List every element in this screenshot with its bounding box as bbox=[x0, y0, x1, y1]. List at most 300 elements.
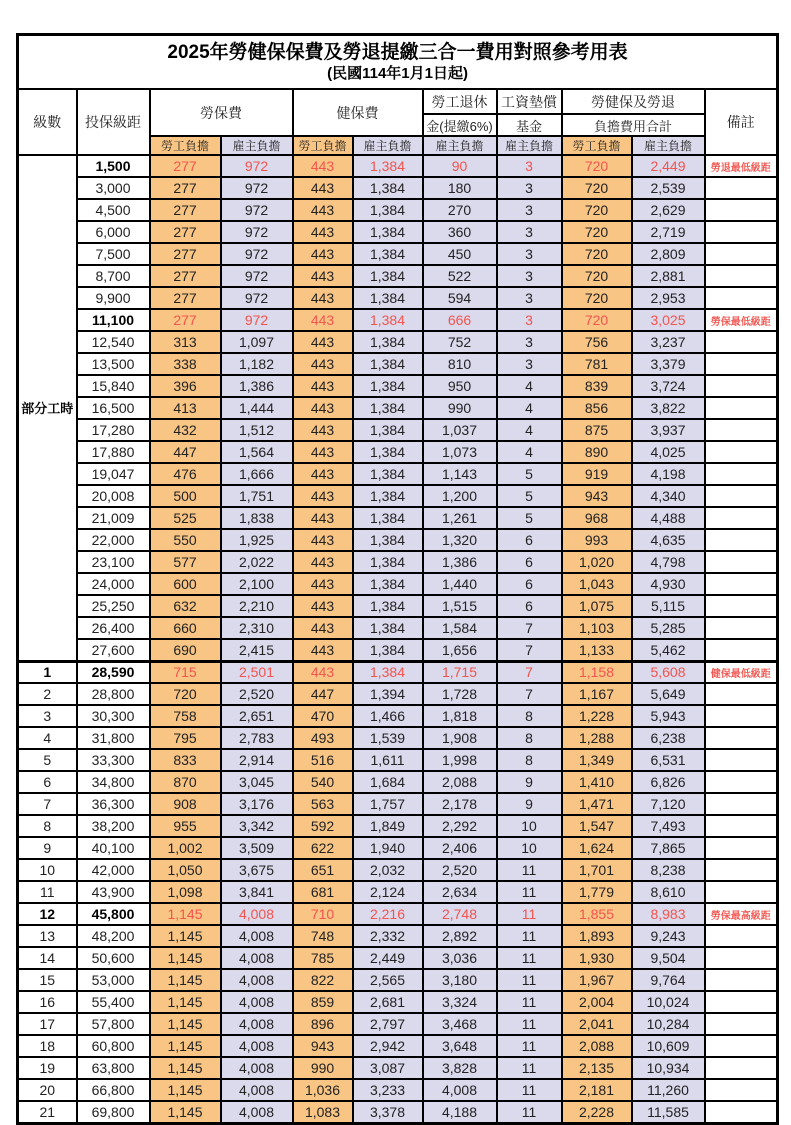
fee-cell: 1,036 bbox=[293, 1079, 353, 1101]
note-cell bbox=[705, 221, 778, 243]
fee-cell: 9,764 bbox=[632, 969, 705, 991]
fee-cell: 180 bbox=[423, 177, 497, 199]
table-row bbox=[18, 199, 778, 221]
table-row bbox=[18, 573, 778, 595]
fee-cell: 2,520 bbox=[221, 683, 293, 705]
fee-cell: 1,940 bbox=[353, 837, 423, 859]
fee-cell: 720 bbox=[562, 287, 632, 309]
bracket-cell: 24,000 bbox=[77, 573, 150, 595]
fee-cell: 4,008 bbox=[221, 1101, 293, 1123]
table-body bbox=[18, 155, 778, 1123]
bracket-cell: 26,400 bbox=[77, 617, 150, 639]
fee-cell: 720 bbox=[562, 309, 632, 331]
fee-cell: 4,008 bbox=[423, 1079, 497, 1101]
subheader-labor-worker: 勞工負擔 bbox=[150, 136, 221, 155]
note-cell bbox=[705, 419, 778, 441]
table-row bbox=[18, 309, 778, 331]
fee-cell: 1,145 bbox=[150, 903, 221, 925]
fee-cell: 2,681 bbox=[353, 991, 423, 1013]
col-header-bracket: 投保級距 bbox=[77, 89, 150, 155]
fee-cell: 90 bbox=[423, 155, 497, 177]
level-cell: 5 bbox=[18, 749, 77, 771]
table-row bbox=[18, 595, 778, 617]
fee-cell: 413 bbox=[150, 397, 221, 419]
bracket-cell: 1,500 bbox=[77, 155, 150, 177]
table-row bbox=[18, 925, 778, 947]
fee-cell: 443 bbox=[293, 287, 353, 309]
fee-cell: 1,818 bbox=[423, 705, 497, 727]
fee-cell: 1,384 bbox=[353, 595, 423, 617]
fee-cell: 5 bbox=[497, 485, 562, 507]
note-cell bbox=[705, 947, 778, 969]
note-cell bbox=[705, 859, 778, 881]
level-cell: 19 bbox=[18, 1057, 77, 1079]
fee-cell: 2,004 bbox=[562, 991, 632, 1013]
fee-cell: 10,024 bbox=[632, 991, 705, 1013]
fee-cell: 476 bbox=[150, 463, 221, 485]
bracket-cell: 3,000 bbox=[77, 177, 150, 199]
table-row bbox=[18, 155, 778, 177]
fee-cell: 2,135 bbox=[562, 1057, 632, 1079]
fee-cell: 5,943 bbox=[632, 705, 705, 727]
fee-cell: 11 bbox=[497, 969, 562, 991]
fee-cell: 2,719 bbox=[632, 221, 705, 243]
fee-cell: 4,488 bbox=[632, 507, 705, 529]
fee-cell: 6,826 bbox=[632, 771, 705, 793]
col-header-level: 級數 bbox=[18, 89, 77, 155]
fee-cell: 443 bbox=[293, 419, 353, 441]
table-row bbox=[18, 1057, 778, 1079]
page-title: 2025年勞健保保費及勞退提繳三合一費用對照參考用表 bbox=[167, 42, 628, 64]
fee-cell: 1,684 bbox=[353, 771, 423, 793]
note-cell bbox=[705, 375, 778, 397]
fee-cell: 11 bbox=[497, 1079, 562, 1101]
fee-cell: 432 bbox=[150, 419, 221, 441]
note-cell bbox=[705, 991, 778, 1013]
table-row bbox=[18, 177, 778, 199]
fee-cell: 577 bbox=[150, 551, 221, 573]
fee-cell: 1,083 bbox=[293, 1101, 353, 1123]
note-cell bbox=[705, 177, 778, 199]
fee-cell: 1,908 bbox=[423, 727, 497, 749]
fee-cell: 972 bbox=[221, 177, 293, 199]
bracket-cell: 60,800 bbox=[77, 1035, 150, 1057]
table-row bbox=[18, 1013, 778, 1035]
fee-cell: 1,384 bbox=[353, 353, 423, 375]
bracket-cell: 38,200 bbox=[77, 815, 150, 837]
fee-cell: 1,394 bbox=[353, 683, 423, 705]
fee-cell: 3,937 bbox=[632, 419, 705, 441]
fee-cell: 972 bbox=[221, 155, 293, 177]
fee-cell: 1,930 bbox=[562, 947, 632, 969]
fee-cell: 3,841 bbox=[221, 881, 293, 903]
bracket-cell: 6,000 bbox=[77, 221, 150, 243]
bracket-cell: 43,900 bbox=[77, 881, 150, 903]
fee-cell: 493 bbox=[293, 727, 353, 749]
fee-cell: 4,198 bbox=[632, 463, 705, 485]
bracket-cell: 12,540 bbox=[77, 331, 150, 353]
fee-cell: 1,384 bbox=[353, 243, 423, 265]
note-cell: 勞保最低級距 bbox=[705, 309, 778, 331]
bracket-cell: 15,840 bbox=[77, 375, 150, 397]
fee-cell: 1,320 bbox=[423, 529, 497, 551]
fee-cell: 10,284 bbox=[632, 1013, 705, 1035]
fee-cell: 7,865 bbox=[632, 837, 705, 859]
fee-cell: 2,216 bbox=[353, 903, 423, 925]
fee-cell: 443 bbox=[293, 485, 353, 507]
fee-cell: 3 bbox=[497, 265, 562, 287]
fee-cell: 4,008 bbox=[221, 1035, 293, 1057]
fee-cell: 6 bbox=[497, 573, 562, 595]
bracket-cell: 31,800 bbox=[77, 727, 150, 749]
table-row bbox=[18, 815, 778, 837]
fee-cell: 1,656 bbox=[423, 639, 497, 661]
fee-cell: 4,008 bbox=[221, 947, 293, 969]
bracket-cell: 48,200 bbox=[77, 925, 150, 947]
level-cell: 15 bbox=[18, 969, 77, 991]
fee-cell: 10,934 bbox=[632, 1057, 705, 1079]
fee-cell: 1,386 bbox=[221, 375, 293, 397]
fee-cell: 1,386 bbox=[423, 551, 497, 573]
fee-cell: 2,406 bbox=[423, 837, 497, 859]
level-cell: 6 bbox=[18, 771, 77, 793]
fee-cell: 870 bbox=[150, 771, 221, 793]
fee-cell: 622 bbox=[293, 837, 353, 859]
fee-cell: 1,384 bbox=[353, 419, 423, 441]
fee-cell: 1,167 bbox=[562, 683, 632, 705]
note-cell bbox=[705, 925, 778, 947]
fee-cell: 2,181 bbox=[562, 1079, 632, 1101]
fee-cell: 4 bbox=[497, 375, 562, 397]
bracket-cell: 28,590 bbox=[77, 661, 150, 683]
fee-cell: 1,384 bbox=[353, 397, 423, 419]
table-row bbox=[18, 1079, 778, 1101]
fee-cell: 2,041 bbox=[562, 1013, 632, 1035]
fee-cell: 2,892 bbox=[423, 925, 497, 947]
fee-cell: 1,073 bbox=[423, 441, 497, 463]
fee-cell: 1,098 bbox=[150, 881, 221, 903]
bracket-cell: 25,250 bbox=[77, 595, 150, 617]
fee-cell: 972 bbox=[221, 199, 293, 221]
fee-cell: 1,715 bbox=[423, 661, 497, 683]
fee-cell: 890 bbox=[562, 441, 632, 463]
premium-reference-table bbox=[16, 33, 779, 1125]
fee-cell: 1,611 bbox=[353, 749, 423, 771]
table-row bbox=[18, 903, 778, 925]
fee-cell: 3,180 bbox=[423, 969, 497, 991]
col-header-total-line2: 負擔費用合計 bbox=[562, 114, 705, 136]
fee-cell: 4,008 bbox=[221, 969, 293, 991]
fee-cell: 5 bbox=[497, 507, 562, 529]
table-row bbox=[18, 1035, 778, 1057]
fee-cell: 6 bbox=[497, 551, 562, 573]
table-row bbox=[18, 353, 778, 375]
fee-cell: 2,449 bbox=[353, 947, 423, 969]
bracket-cell: 16,500 bbox=[77, 397, 150, 419]
table-title-cell bbox=[18, 35, 778, 90]
note-cell bbox=[705, 573, 778, 595]
fee-cell: 443 bbox=[293, 155, 353, 177]
fee-cell: 11 bbox=[497, 925, 562, 947]
fee-cell: 338 bbox=[150, 353, 221, 375]
bracket-cell: 20,008 bbox=[77, 485, 150, 507]
bracket-cell: 42,000 bbox=[77, 859, 150, 881]
fee-cell: 896 bbox=[293, 1013, 353, 1035]
fee-cell: 839 bbox=[562, 375, 632, 397]
fee-cell: 856 bbox=[562, 397, 632, 419]
table-row bbox=[18, 507, 778, 529]
fee-cell: 443 bbox=[293, 177, 353, 199]
fee-cell: 748 bbox=[293, 925, 353, 947]
note-cell bbox=[705, 287, 778, 309]
note-cell bbox=[705, 1057, 778, 1079]
fee-cell: 1,410 bbox=[562, 771, 632, 793]
fee-cell: 2,797 bbox=[353, 1013, 423, 1035]
note-cell bbox=[705, 331, 778, 353]
fee-cell: 955 bbox=[150, 815, 221, 837]
table-row bbox=[18, 397, 778, 419]
fee-cell: 4,930 bbox=[632, 573, 705, 595]
level-cell: 2 bbox=[18, 683, 77, 705]
note-cell bbox=[705, 793, 778, 815]
bracket-cell: 33,300 bbox=[77, 749, 150, 771]
fee-cell: 270 bbox=[423, 199, 497, 221]
fee-cell: 720 bbox=[562, 221, 632, 243]
fee-cell: 720 bbox=[562, 243, 632, 265]
table-row bbox=[18, 265, 778, 287]
fee-cell: 1,779 bbox=[562, 881, 632, 903]
fee-cell: 1,133 bbox=[562, 639, 632, 661]
fee-cell: 277 bbox=[150, 221, 221, 243]
fee-cell: 2,942 bbox=[353, 1035, 423, 1057]
fee-cell: 1,145 bbox=[150, 1079, 221, 1101]
bracket-cell: 11,100 bbox=[77, 309, 150, 331]
level-cell: 11 bbox=[18, 881, 77, 903]
fee-cell: 2,914 bbox=[221, 749, 293, 771]
fee-cell: 450 bbox=[423, 243, 497, 265]
note-cell bbox=[705, 199, 778, 221]
fee-cell: 443 bbox=[293, 661, 353, 683]
level-cell: 3 bbox=[18, 705, 77, 727]
subheader-wage-fund-employer: 雇主負擔 bbox=[497, 136, 562, 155]
fee-cell: 8 bbox=[497, 705, 562, 727]
note-cell: 健保最低級距 bbox=[705, 661, 778, 683]
fee-cell: 540 bbox=[293, 771, 353, 793]
level-cell: 9 bbox=[18, 837, 77, 859]
fee-cell: 550 bbox=[150, 529, 221, 551]
fee-cell: 2,539 bbox=[632, 177, 705, 199]
fee-cell: 990 bbox=[423, 397, 497, 419]
fee-cell: 443 bbox=[293, 221, 353, 243]
fee-cell: 1,228 bbox=[562, 705, 632, 727]
fee-cell: 1,145 bbox=[150, 1101, 221, 1123]
note-cell bbox=[705, 837, 778, 859]
note-cell bbox=[705, 1035, 778, 1057]
fee-cell: 2,088 bbox=[423, 771, 497, 793]
fee-cell: 3,087 bbox=[353, 1057, 423, 1079]
fee-cell: 1,143 bbox=[423, 463, 497, 485]
fee-cell: 3,233 bbox=[353, 1079, 423, 1101]
fee-cell: 666 bbox=[423, 309, 497, 331]
bracket-cell: 19,047 bbox=[77, 463, 150, 485]
subheader-total-worker: 勞工負擔 bbox=[562, 136, 632, 155]
level-cell: 7 bbox=[18, 793, 77, 815]
note-cell bbox=[705, 529, 778, 551]
fee-cell: 4 bbox=[497, 397, 562, 419]
fee-cell: 3 bbox=[497, 331, 562, 353]
bracket-cell: 4,500 bbox=[77, 199, 150, 221]
table-row bbox=[18, 243, 778, 265]
fee-cell: 600 bbox=[150, 573, 221, 595]
fee-cell: 313 bbox=[150, 331, 221, 353]
bracket-cell: 63,800 bbox=[77, 1057, 150, 1079]
fee-cell: 4,008 bbox=[221, 991, 293, 1013]
note-cell bbox=[705, 771, 778, 793]
fee-cell: 443 bbox=[293, 397, 353, 419]
bracket-cell: 17,880 bbox=[77, 441, 150, 463]
fee-cell: 2,178 bbox=[423, 793, 497, 815]
fee-cell: 1,158 bbox=[562, 661, 632, 683]
fee-cell: 4,188 bbox=[423, 1101, 497, 1123]
fee-cell: 1,384 bbox=[353, 155, 423, 177]
fee-cell: 1,998 bbox=[423, 749, 497, 771]
note-cell bbox=[705, 243, 778, 265]
fee-cell: 1,466 bbox=[353, 705, 423, 727]
bracket-cell: 50,600 bbox=[77, 947, 150, 969]
fee-cell: 3,036 bbox=[423, 947, 497, 969]
note-cell bbox=[705, 969, 778, 991]
fee-cell: 1,855 bbox=[562, 903, 632, 925]
fee-cell: 470 bbox=[293, 705, 353, 727]
level-cell: 14 bbox=[18, 947, 77, 969]
level-cell: 13 bbox=[18, 925, 77, 947]
fee-cell: 752 bbox=[423, 331, 497, 353]
fee-cell: 3 bbox=[497, 221, 562, 243]
table-row bbox=[18, 287, 778, 309]
fee-cell: 443 bbox=[293, 331, 353, 353]
fee-cell: 594 bbox=[423, 287, 497, 309]
fee-cell: 1,097 bbox=[221, 331, 293, 353]
note-cell bbox=[705, 1079, 778, 1101]
fee-cell: 3,648 bbox=[423, 1035, 497, 1057]
fee-cell: 2,292 bbox=[423, 815, 497, 837]
level-cell: 16 bbox=[18, 991, 77, 1013]
fee-cell: 950 bbox=[423, 375, 497, 397]
fee-cell: 3,045 bbox=[221, 771, 293, 793]
fee-cell: 10 bbox=[497, 815, 562, 837]
col-header-pension-line1: 勞工退休 bbox=[423, 89, 497, 114]
note-cell bbox=[705, 683, 778, 705]
fee-cell: 5,649 bbox=[632, 683, 705, 705]
fee-cell: 4 bbox=[497, 419, 562, 441]
fee-cell: 632 bbox=[150, 595, 221, 617]
fee-cell: 1,145 bbox=[150, 947, 221, 969]
table-row bbox=[18, 859, 778, 881]
fee-cell: 443 bbox=[293, 573, 353, 595]
note-cell bbox=[705, 617, 778, 639]
fee-cell: 4,025 bbox=[632, 441, 705, 463]
table-row bbox=[18, 617, 778, 639]
fee-cell: 720 bbox=[562, 177, 632, 199]
fee-cell: 447 bbox=[293, 683, 353, 705]
fee-cell: 592 bbox=[293, 815, 353, 837]
bracket-cell: 36,300 bbox=[77, 793, 150, 815]
fee-cell: 4 bbox=[497, 441, 562, 463]
fee-cell: 9 bbox=[497, 771, 562, 793]
note-cell bbox=[705, 397, 778, 419]
fee-cell: 2,809 bbox=[632, 243, 705, 265]
fee-cell: 1,666 bbox=[221, 463, 293, 485]
fee-cell: 1,103 bbox=[562, 617, 632, 639]
fee-cell: 1,145 bbox=[150, 969, 221, 991]
fee-cell: 1,182 bbox=[221, 353, 293, 375]
fee-cell: 720 bbox=[562, 199, 632, 221]
fee-cell: 7 bbox=[497, 683, 562, 705]
fee-cell: 795 bbox=[150, 727, 221, 749]
fee-cell: 715 bbox=[150, 661, 221, 683]
bracket-cell: 40,100 bbox=[77, 837, 150, 859]
fee-cell: 2,651 bbox=[221, 705, 293, 727]
fee-cell: 651 bbox=[293, 859, 353, 881]
bracket-cell: 34,800 bbox=[77, 771, 150, 793]
fee-cell: 522 bbox=[423, 265, 497, 287]
fee-cell: 3 bbox=[497, 177, 562, 199]
note-cell bbox=[705, 265, 778, 287]
fee-cell: 1,200 bbox=[423, 485, 497, 507]
fee-cell: 1,471 bbox=[562, 793, 632, 815]
fee-cell: 443 bbox=[293, 265, 353, 287]
fee-cell: 6 bbox=[497, 595, 562, 617]
fee-cell: 2,501 bbox=[221, 661, 293, 683]
fee-cell: 690 bbox=[150, 639, 221, 661]
fee-cell: 2,228 bbox=[562, 1101, 632, 1123]
part-time-label: 部分工時 bbox=[18, 155, 77, 661]
fee-cell: 1,384 bbox=[353, 661, 423, 683]
bracket-cell: 8,700 bbox=[77, 265, 150, 287]
fee-cell: 2,124 bbox=[353, 881, 423, 903]
fee-cell: 2,953 bbox=[632, 287, 705, 309]
fee-cell: 1,020 bbox=[562, 551, 632, 573]
fee-cell: 8,983 bbox=[632, 903, 705, 925]
fee-cell: 5,285 bbox=[632, 617, 705, 639]
bracket-cell: 55,400 bbox=[77, 991, 150, 1013]
fee-cell: 2,565 bbox=[353, 969, 423, 991]
fee-cell: 500 bbox=[150, 485, 221, 507]
fee-cell: 4,008 bbox=[221, 903, 293, 925]
fee-cell: 11 bbox=[497, 903, 562, 925]
table-row bbox=[18, 837, 778, 859]
fee-cell: 1,384 bbox=[353, 287, 423, 309]
fee-cell: 1,515 bbox=[423, 595, 497, 617]
fee-cell: 1,145 bbox=[150, 1057, 221, 1079]
fee-cell: 710 bbox=[293, 903, 353, 925]
bracket-cell: 69,800 bbox=[77, 1101, 150, 1123]
fee-cell: 1,444 bbox=[221, 397, 293, 419]
fee-cell: 11 bbox=[497, 1013, 562, 1035]
fee-cell: 3 bbox=[497, 243, 562, 265]
fee-cell: 9,243 bbox=[632, 925, 705, 947]
fee-cell: 919 bbox=[562, 463, 632, 485]
fee-cell: 990 bbox=[293, 1057, 353, 1079]
fee-cell: 443 bbox=[293, 639, 353, 661]
fee-cell: 11 bbox=[497, 947, 562, 969]
fee-cell: 6,238 bbox=[632, 727, 705, 749]
fee-cell: 443 bbox=[293, 463, 353, 485]
fee-cell: 2,100 bbox=[221, 573, 293, 595]
fee-cell: 10 bbox=[497, 837, 562, 859]
fee-cell: 756 bbox=[562, 331, 632, 353]
fee-cell: 1,838 bbox=[221, 507, 293, 529]
